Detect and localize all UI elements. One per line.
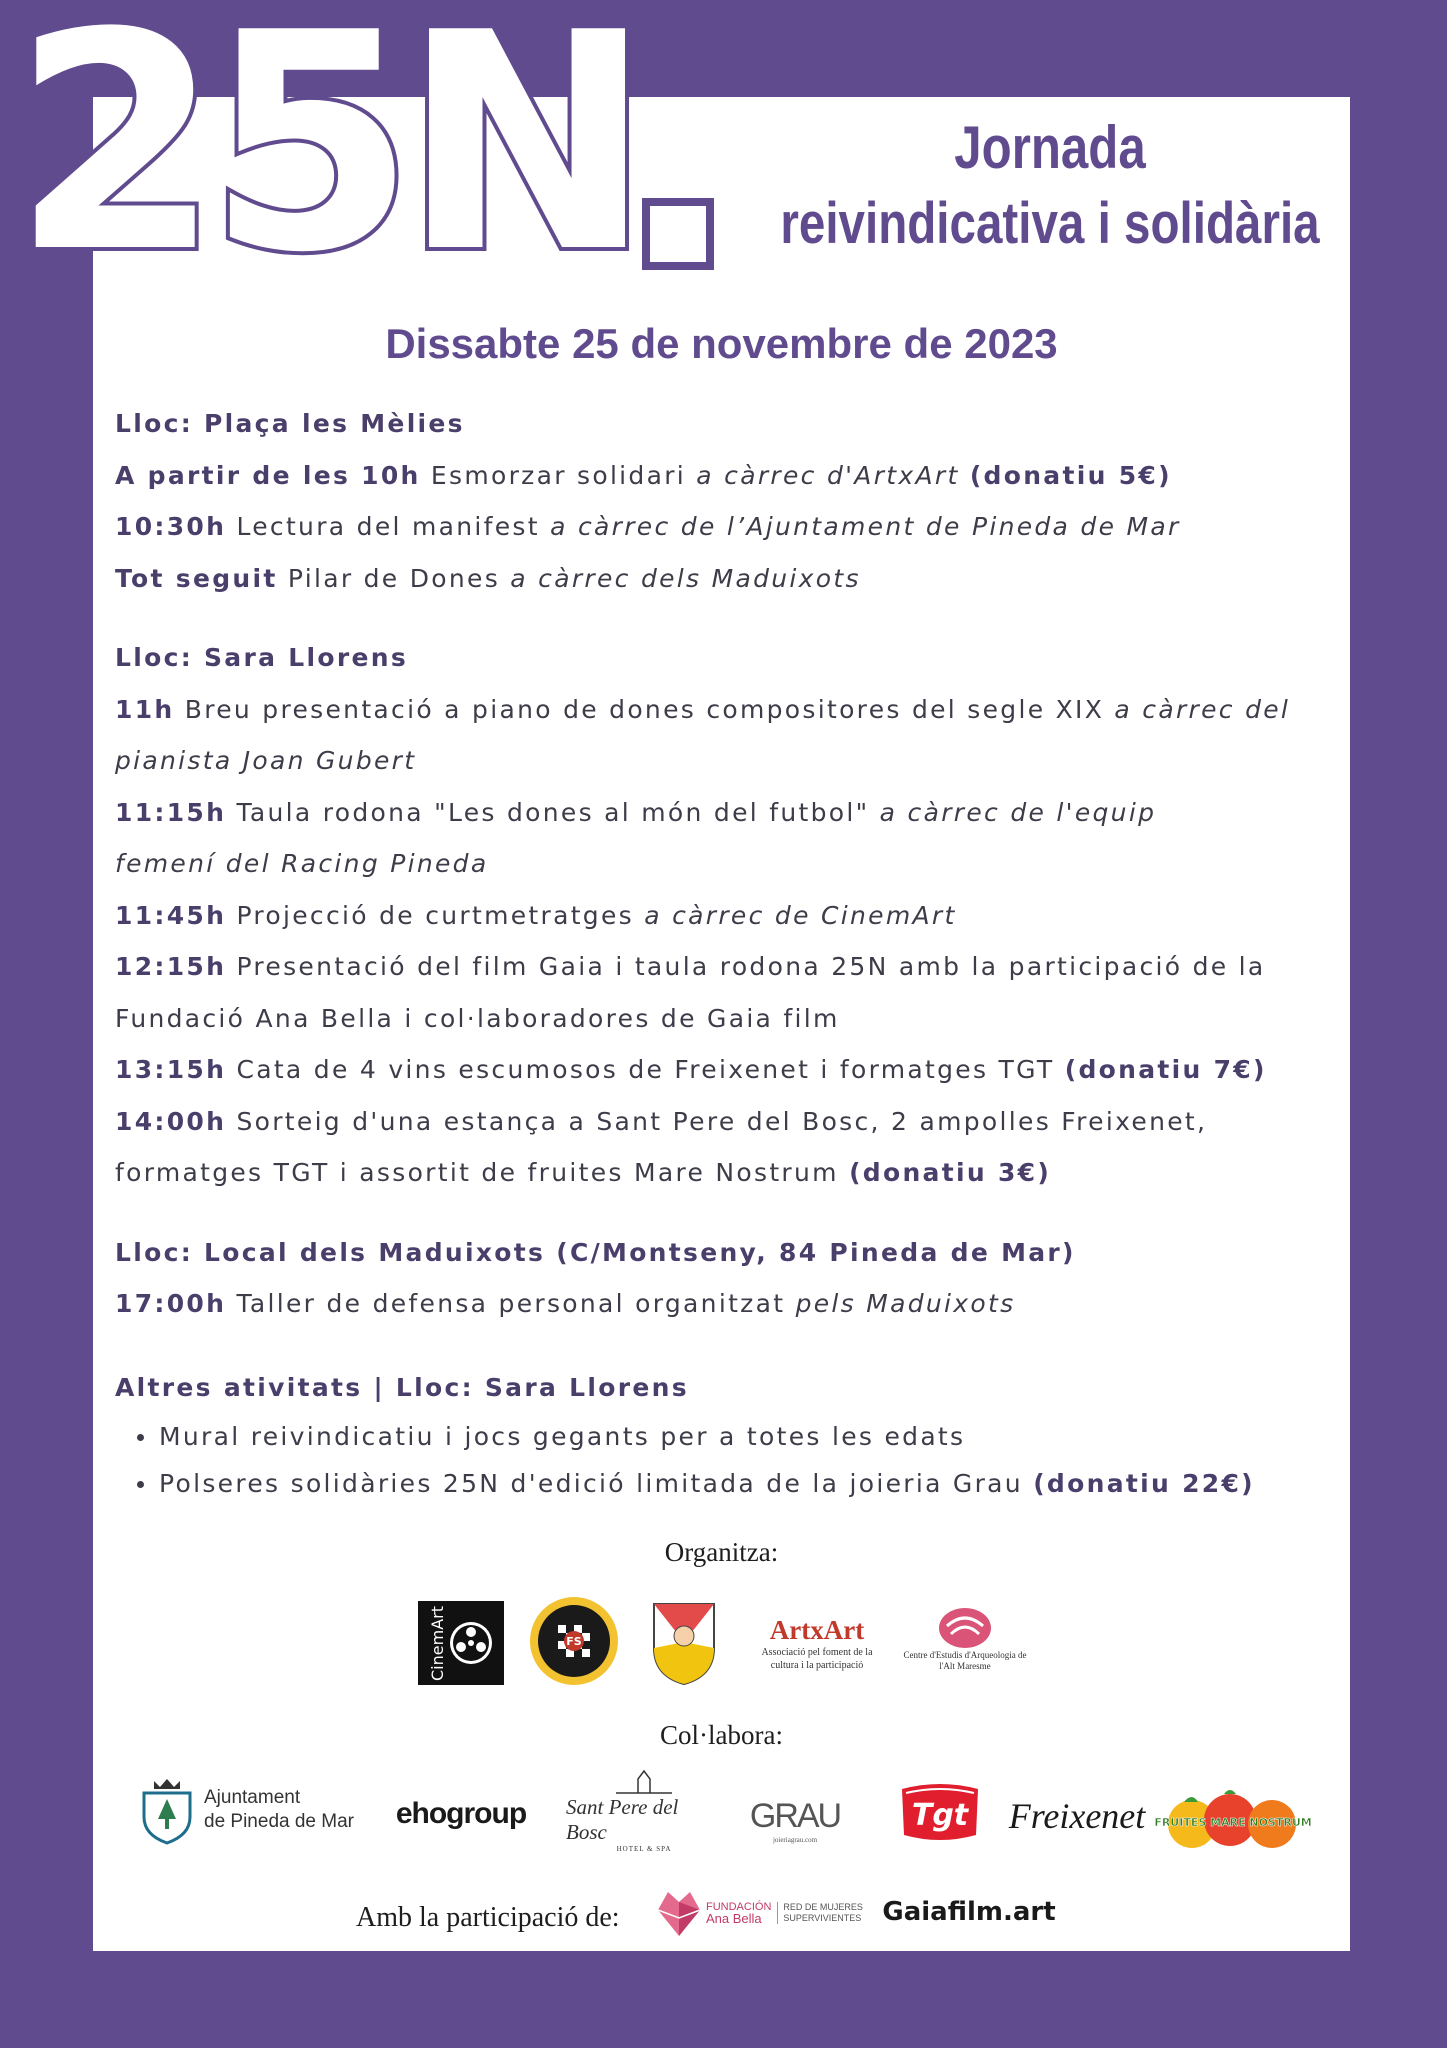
racing-pineda-logo <box>528 1595 620 1687</box>
program-item: 12:15h Presentació del film Gaia i taula rodona 25N amb la participació de la Fundació Ana Bella i col·laboradores de Gaia film <box>115 952 1266 1033</box>
svg-text:FRUITES MARE NOSTRUM: FRUITES MARE NOSTRUM <box>1154 1816 1312 1829</box>
ehogroup-logo: ehogroup <box>395 1797 527 1830</box>
list-item: Mural reivindicatiu i jocs gegants per a totes les edats <box>159 1413 1315 1460</box>
subtitle-line-1: Jornada <box>954 114 1146 181</box>
cinemart-logo: CinemArt <box>418 1601 504 1685</box>
list-item: Polseres solidàries 25N d'edició limitada de la joieria Grau (donatiu 22€) <box>159 1460 1315 1507</box>
program-item: 11:15h Taula rodona "Les dones al món del futbol" a càrrec de l'equip femení del Racing Pineda <box>115 797 1157 878</box>
freixenet-logo: Freixenet <box>1008 1796 1146 1836</box>
subtitle-line-2: reivindicativa i solidària <box>780 191 1320 256</box>
ana-bella-logo: FUNDACIÓN Ana Bella RED DE MUJERES SUPERVIVIENTES <box>656 1888 864 1938</box>
venue-heading: Lloc: Local dels Maduixots (C/Montseny, 84 Pineda de Mar) <box>115 1237 1076 1267</box>
ajuntament-pineda-logo: Ajuntament de Pineda de Mar <box>140 1772 370 1848</box>
venue-heading: Lloc: Sara Llorens <box>115 643 409 672</box>
program-item: 14:00h Sorteig d'una estança a Sant Pere del Bosc, 2 ampolles Freixenet, formatges TGT i assortit de fruites Mare Nostrum (donatiu 3€) <box>115 1106 1208 1187</box>
other-activities-list <box>115 1413 1315 1507</box>
svg-text:Tgt: Tgt <box>911 1798 969 1833</box>
centre-arqueologia-logo: Centre d'Estudis d'Arqueologia de l'Alt Maresme <box>896 1598 1034 1678</box>
artxart-logo: ArtxArt Associació pel foment de la cultura i la participació <box>761 1614 873 1671</box>
fruites-mare-nostrum-logo <box>1154 1786 1312 1850</box>
program-item: 10:30h Lectura del manifest a càrrec de l’Ajuntament de Pineda de Mar <box>115 512 1181 541</box>
colla-castellera-logo <box>648 1598 720 1686</box>
program-item: Tot seguit Pilar de Dones a càrrec dels Maduixots <box>115 563 861 593</box>
gaiafilm-logo: Gaiafilm.art <box>882 1897 1056 1927</box>
tgt-logo <box>896 1781 984 1843</box>
event-subtitle <box>700 110 1400 262</box>
program <box>115 398 1315 1507</box>
participation-label: Amb la participació de: <box>356 1902 620 1933</box>
big-title: 25N <box>12 0 639 318</box>
other-activities-heading: Altres ativitats | Lloc: Sara Llorens <box>115 1372 689 1402</box>
organizers-label: Organitza: <box>664 1537 779 1567</box>
program-item: 13:15h Cata de 4 vins escumosos de Freixenet i formatges TGT (donatiu 7€) <box>115 1055 1267 1084</box>
program-item: 17:00h Taller de defensa personal organitzat pels Maduixots <box>115 1289 1016 1318</box>
venue-heading: Lloc: Plaça les Mèlies <box>115 409 465 438</box>
svg-text:FS: FS <box>566 1635 582 1648</box>
program-item: 11h Breu presentació a piano de dones compositores del segle XIX a càrrec del pianista Joan Gubert <box>115 694 1291 775</box>
grau-logo: GRAU joieriagrau.com <box>749 1796 841 1844</box>
program-item: A partir de les 10h Esmorzar solidari a càrrec d'ArtxArt (donatiu 5€) <box>115 460 1172 490</box>
collaborators-label: Col·labora: <box>660 1720 783 1750</box>
sant-pere-del-bosc-logo: Sant Pere del Bosc HOTEL & SPA <box>566 1772 722 1850</box>
program-item: 11:45h Projecció de curtmetratges a càrrec de CinemArt <box>115 900 957 930</box>
event-date: Dissabte 25 de novembre de 2023 <box>385 320 1058 367</box>
